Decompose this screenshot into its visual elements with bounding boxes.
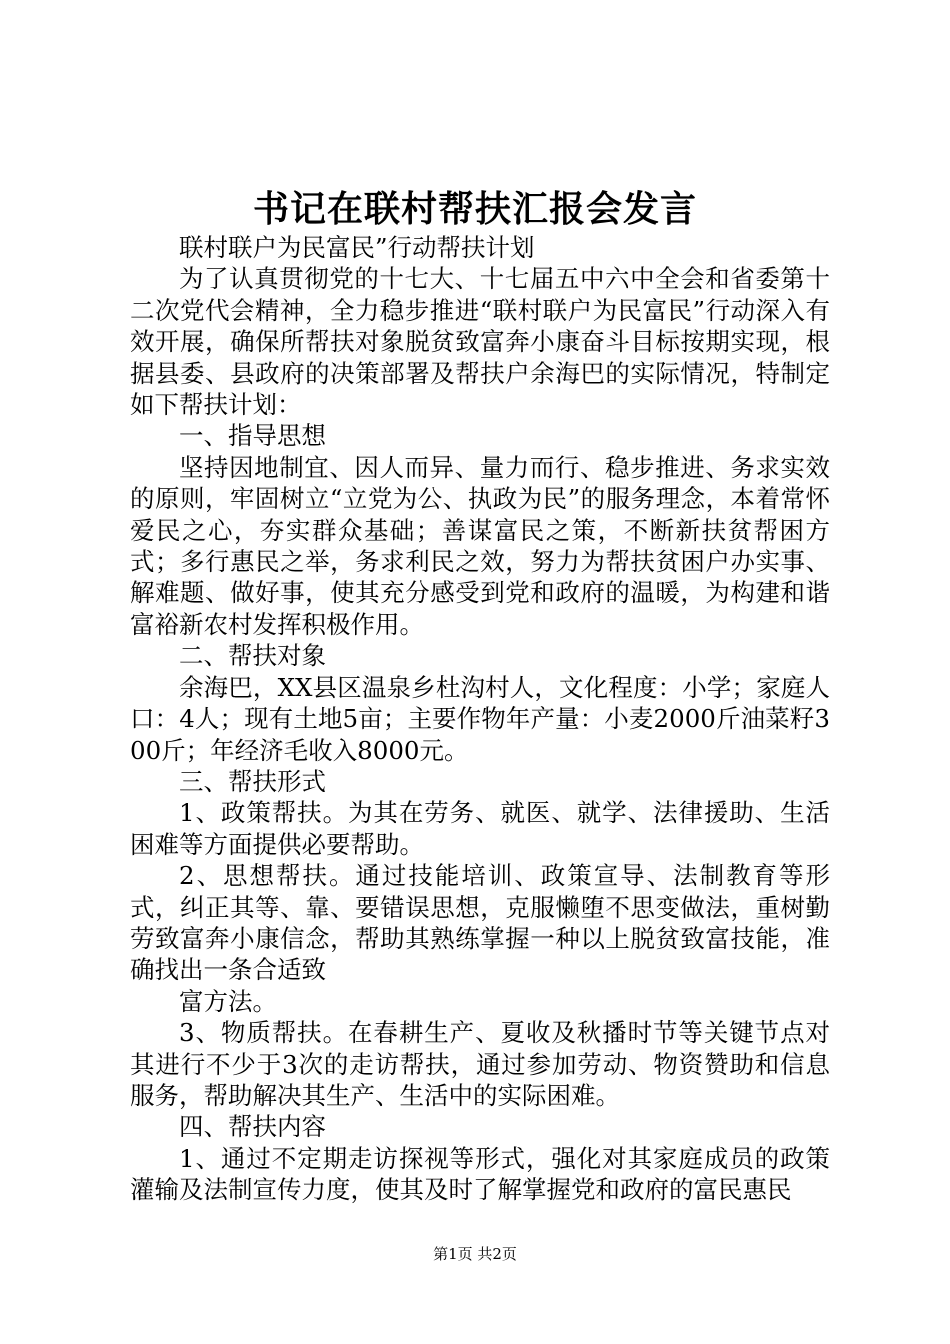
paragraph-target: 余海巴，XX县区温泉乡杜沟村人，文化程度：小学；家庭人口：4人；现有土地5亩；主要作物年产量：小麦2000斤油菜籽300斤；年经济毛收入8000元。 [130, 672, 830, 765]
paragraph-material-help: 3、物质帮扶。在春耕生产、夏收及秋播时节等关键节点对其进行不少于3次的走访帮扶，通过参加劳动、物资赞助和信息服务，帮助解决其生产、生活中的实际困难。 [130, 1018, 830, 1110]
section-heading-guiding-thought: 一、指导思想 [179, 421, 326, 451]
document-title: 书记在联村帮扶汇报会发言 [252, 188, 697, 230]
paragraph-thought-help-cont: 富方法。 [179, 986, 277, 1016]
document-body [130, 232, 830, 1206]
paragraph-guiding-thought: 坚持因地制宜、因人而异、量力而行、稳步推进、务求实效的原则，牢固树立“立党为公、执政为民”的服务理念，本着常怀爱民之心，夯实群众基础；善谋富民之策，不断新扶贫帮困方式；多行惠民之举，务求利民之效，努力为帮扶贫困户办实事、解难题、做好事，使其充分感受到党和政府的温暖，为构建和谐富裕新农村发挥积极作用。 [130, 452, 830, 639]
paragraph-plan-title: 联村联户为民富民”行动帮扶计划 [179, 233, 535, 262]
paragraph-policy-help: 1、政策帮扶。为其在劳务、就医、就学、法律援助、生活困难等方面提供必要帮助。 [130, 798, 830, 859]
section-heading-content: 四、帮扶内容 [179, 1112, 326, 1142]
paragraph-content-1: 1、通过不定期走访探视等形式，强化对其家庭成员的政策灌输及法制宣传力度，使其及时了解掌握党和政府的富民惠民 [130, 1143, 830, 1205]
page-footer: 第1页 共2页 [433, 1245, 517, 1263]
paragraph-thought-help: 2、思想帮扶。通过技能培训、政策宣导、法制教育等形式，纠正其等、靠、要错误思想，克服懒堕不思变做法，重树勤劳致富奔小康信念，帮助其熟练掌握一种以上脱贫致富技能，准确找出一条合适致 [130, 861, 830, 985]
paragraph-intro: 为了认真贯彻党的十七大、十七届五中六中全会和省委第十二次党代会精神，全力稳步推进“联村联户为民富民”行动深入有效开展，确保所帮扶对象脱贫致富奔小康奋斗目标按期实现，根据县委、县政府的决策部署及帮扶户余海巴的实际情况，特制定如下帮扶计划： [130, 264, 830, 420]
section-heading-forms: 三、帮扶形式 [179, 766, 326, 796]
section-heading-target: 二、帮扶对象 [179, 641, 326, 671]
